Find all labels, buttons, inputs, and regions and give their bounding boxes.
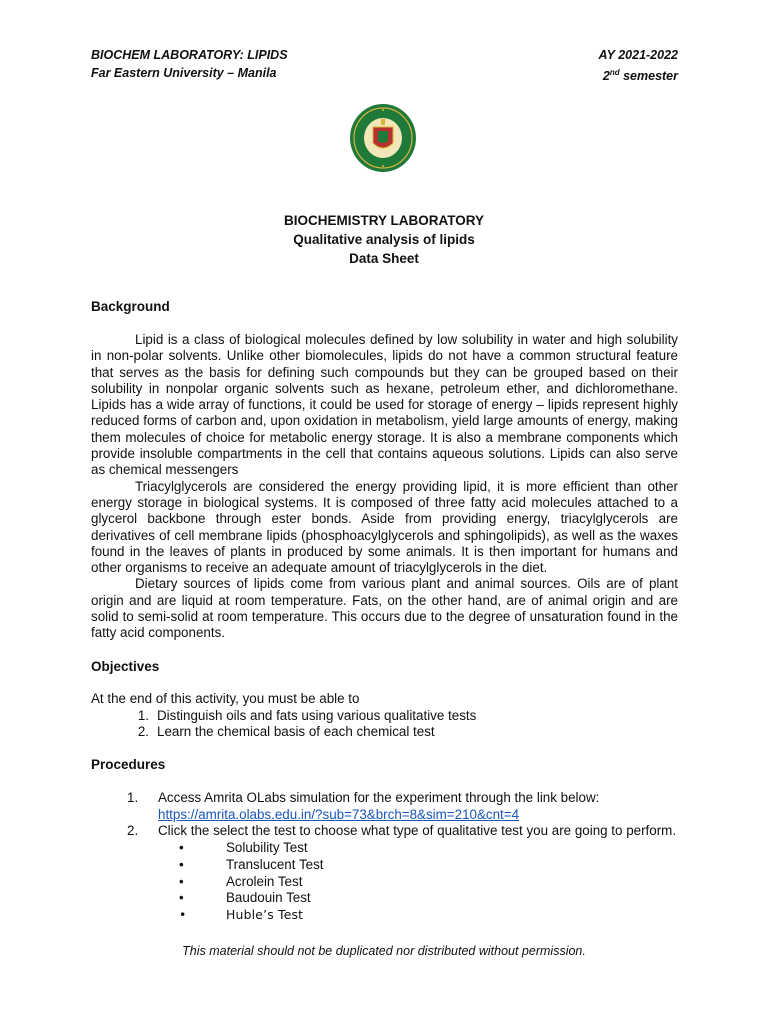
test-item: • Baudouin Test	[179, 890, 311, 906]
list-item: 2. Click the select the test to choose what type of qualitative test you are going to perform.	[127, 823, 677, 839]
list-item: 2. Learn the chemical basis of each chemical test	[137, 724, 435, 739]
list-item: 1. Distinguish oils and fats using various qualitative tests	[137, 707, 477, 723]
test-item: • Translucent Test	[179, 856, 324, 872]
header-right	[599, 46, 678, 85]
title-lab: BIOCHEMISTRY LABORATORY	[283, 213, 484, 228]
objectives-intro: At the end of this activity, you must be able to	[91, 691, 360, 706]
background-paragraph: Triacylglycerols are considered the energy providing lipid, it is more efficient than other energy storage in biological systems. It is composed of three fatty acid molecules attached to a glycerol backbone through ester bonds. Aside from providing energy, triacylglycerols are derivatives of cell membrane lipids (phosphoacylglycerols and sphingolipids), as well as the waxes found in the leaves of plants in produced by some animals. It is then important for humans and other organisms to receive an adequate amount of triacylglycerols in the diet.	[91, 478, 678, 576]
university-seal-icon	[348, 103, 418, 173]
test-item: • Acrolein Test	[179, 873, 303, 889]
olabs-link[interactable]: https://amrita.olabs.edu.in/?sub=73&brch=8&sim=210&cnt=4	[158, 806, 520, 822]
background-paragraph: Dietary sources of lipids come from various plant and animal sources. Oils are of plant origin and are liquid at room temperature. Fats, on the other hand, are of animal origin and are solid to semi-solid at room temperature. This occurs due to the degree of unsaturation found in the fatty acid components.	[91, 576, 678, 641]
test-list	[91, 840, 678, 924]
procedures-list	[91, 790, 678, 924]
header-left	[91, 46, 288, 82]
list-item: 1. Access Amrita OLabs simulation for the experiment through the link below: https://amrita.olabs.edu.in/?sub=73&brch=8&sim=210&cnt=4	[127, 790, 600, 822]
university-name: Far Eastern University – Manila	[91, 66, 277, 80]
background-paragraph: Lipid is a class of biological molecules defined by low solubility in water and high solubility in non-polar solvents. Unlike other biomolecules, lipids do not have a common structural feature that serves as the basis for defining such compounds but they can be grouped based on their solubility in nonpolar organic solvents such as hexane, petroleum ether, and dichloromethane. Lipids has a wide array of functions, it could be used for storage of energy – lipids represent highly reduced forms of carbon and, upon oxidation in metabolism, yield large amounts of energy, making them molecules of choice for metabolic energy storage. It is also a membrane components which provide insoluble compartments in the cell that contains aqueous solutions. Lipids can also serve as chemical messengers	[91, 332, 678, 478]
background-heading: Background	[91, 299, 170, 314]
semester: 2nd semester	[602, 68, 678, 84]
course-title: BIOCHEM LABORATORY: LIPIDS	[91, 48, 288, 62]
objectives-heading: Objectives	[91, 659, 160, 674]
academic-year: AY 2021-2022	[598, 48, 678, 62]
footer-notice: This material should not be duplicated nor distributed without permission.	[182, 944, 586, 958]
objectives-list	[91, 691, 691, 741]
title-datasheet: Data Sheet	[349, 251, 419, 266]
document-titles	[0, 211, 768, 268]
background-body	[91, 332, 678, 642]
procedures-heading: Procedures	[91, 757, 166, 772]
test-item: • Huble’s Test	[179, 906, 304, 922]
title-analysis: Qualitative analysis of lipids	[293, 232, 475, 247]
test-item: • Solubility Test	[179, 840, 308, 856]
